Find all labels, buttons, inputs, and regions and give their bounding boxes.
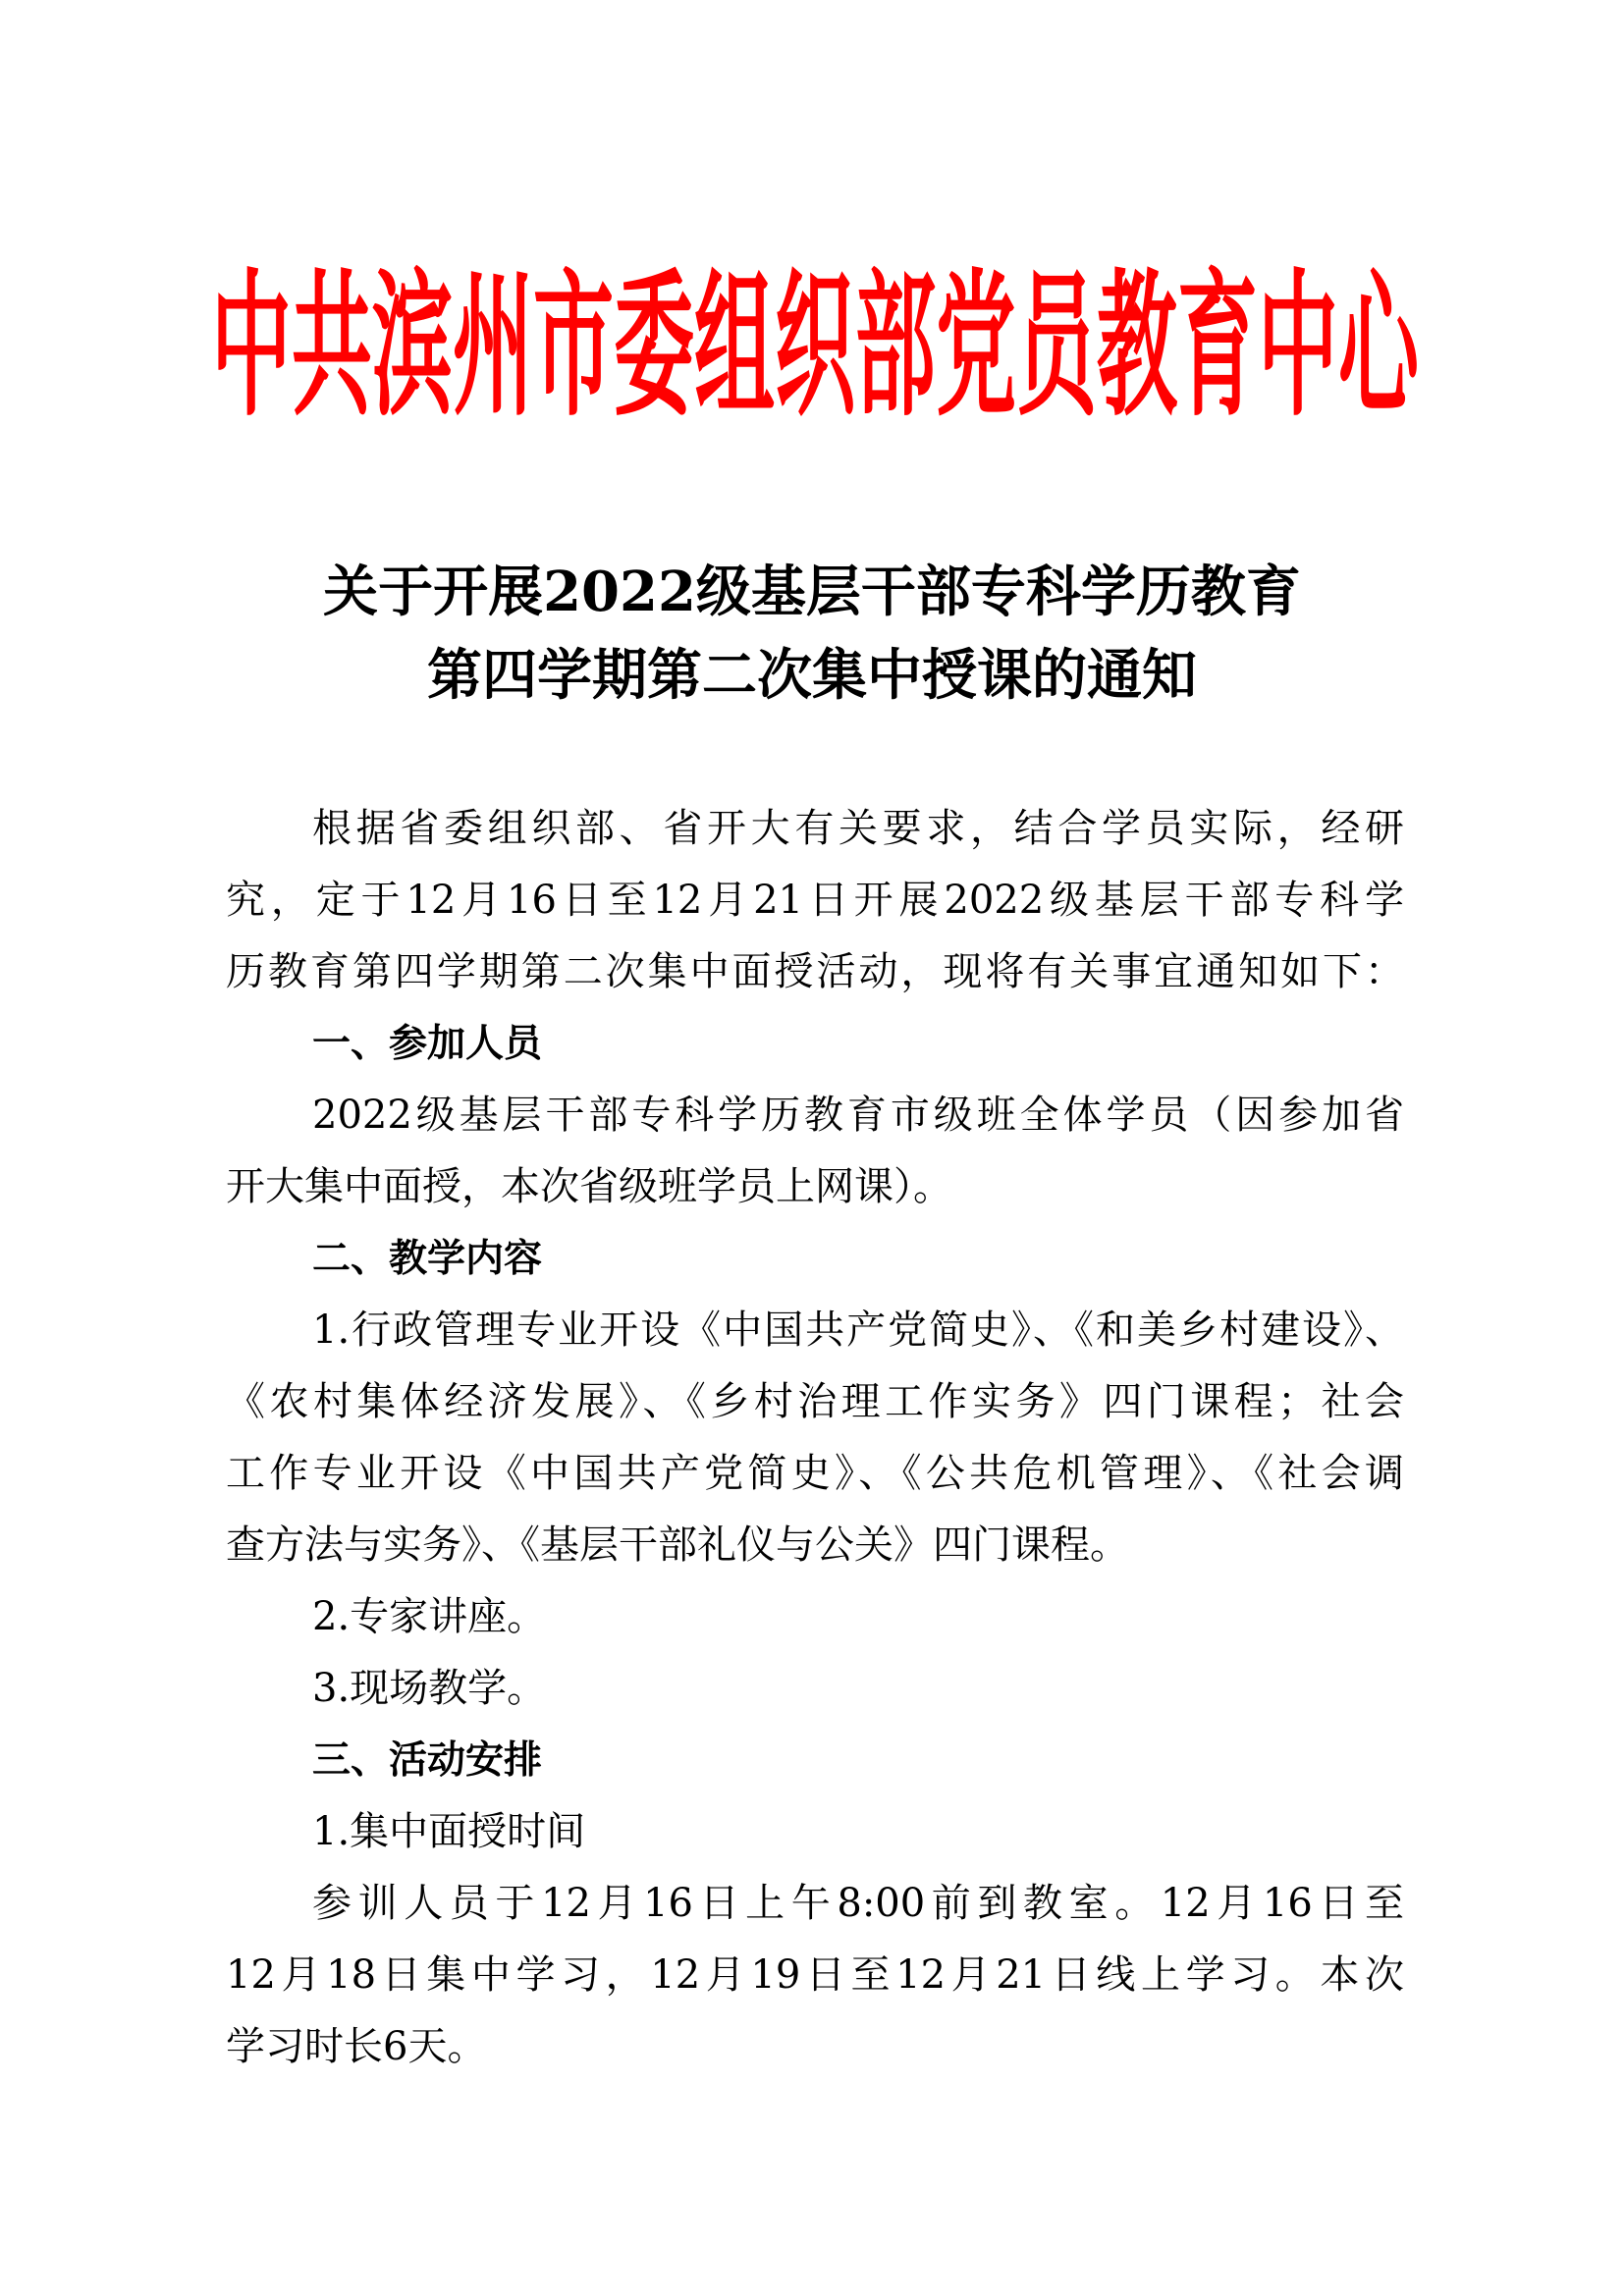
paragraph-line: 1.行政管理专业开设《中国共产党简史》、《和美乡村建设》、	[312, 1308, 1404, 1353]
paragraph-line: 2022级基层干部专科学历教育市级班全体学员（因参加省	[312, 1093, 1404, 1138]
intro-line: 根据省委组织部、省开大有关要求，结合学员实际，经研	[312, 806, 1404, 851]
subsection-title: 1.集中面授时间	[312, 1809, 586, 1854]
notice-body	[226, 793, 1404, 2083]
section-heading-content: 二、教学内容	[312, 1237, 543, 1281]
paragraph-line: 工作专业开设《中国共产党简史》、《公共危机管理》、《社会调	[226, 1451, 1404, 1496]
paragraph-line: 查方法与实务》、《基层干部礼仪与公关》四门课程。	[226, 1522, 1129, 1568]
paragraph-line: 《农村集体经济发展》、《乡村治理工作实务》四门课程；社会	[226, 1379, 1404, 1424]
section-heading-arrangement: 三、活动安排	[312, 1738, 543, 1783]
intro-line: 究，定于12月16日至12月21日开展2022级基层干部专科学	[226, 878, 1404, 923]
notice-title-line-1: 关于开展2022级基层干部专科学历教育	[323, 560, 1301, 624]
list-item: 2.专家讲座。	[312, 1594, 547, 1639]
paragraph-line: 学习时长6天。	[226, 2024, 487, 2069]
red-header-banner	[211, 231, 1420, 439]
notice-title-line-2: 第四学期第二次集中授课的通知	[427, 643, 1197, 708]
paragraph-line: 12月18日集中学习，12月19日至12月21日线上学习。本次	[226, 1952, 1404, 1998]
paragraph-line: 开大集中面授，本次省级班学员上网课）。	[226, 1164, 952, 1209]
paragraph-line: 参训人员于12月16日上午8:00前到教室。12月16日至	[312, 1881, 1404, 1926]
list-item: 3.现场教学。	[312, 1666, 547, 1711]
section-heading-participants: 一、参加人员	[312, 1022, 543, 1066]
intro-line: 历教育第四学期第二次集中面授活动，现将有关事宜通知如下：	[226, 949, 1404, 994]
organization-name: 中共滨州市委组织部党员教育中心	[211, 256, 1420, 439]
